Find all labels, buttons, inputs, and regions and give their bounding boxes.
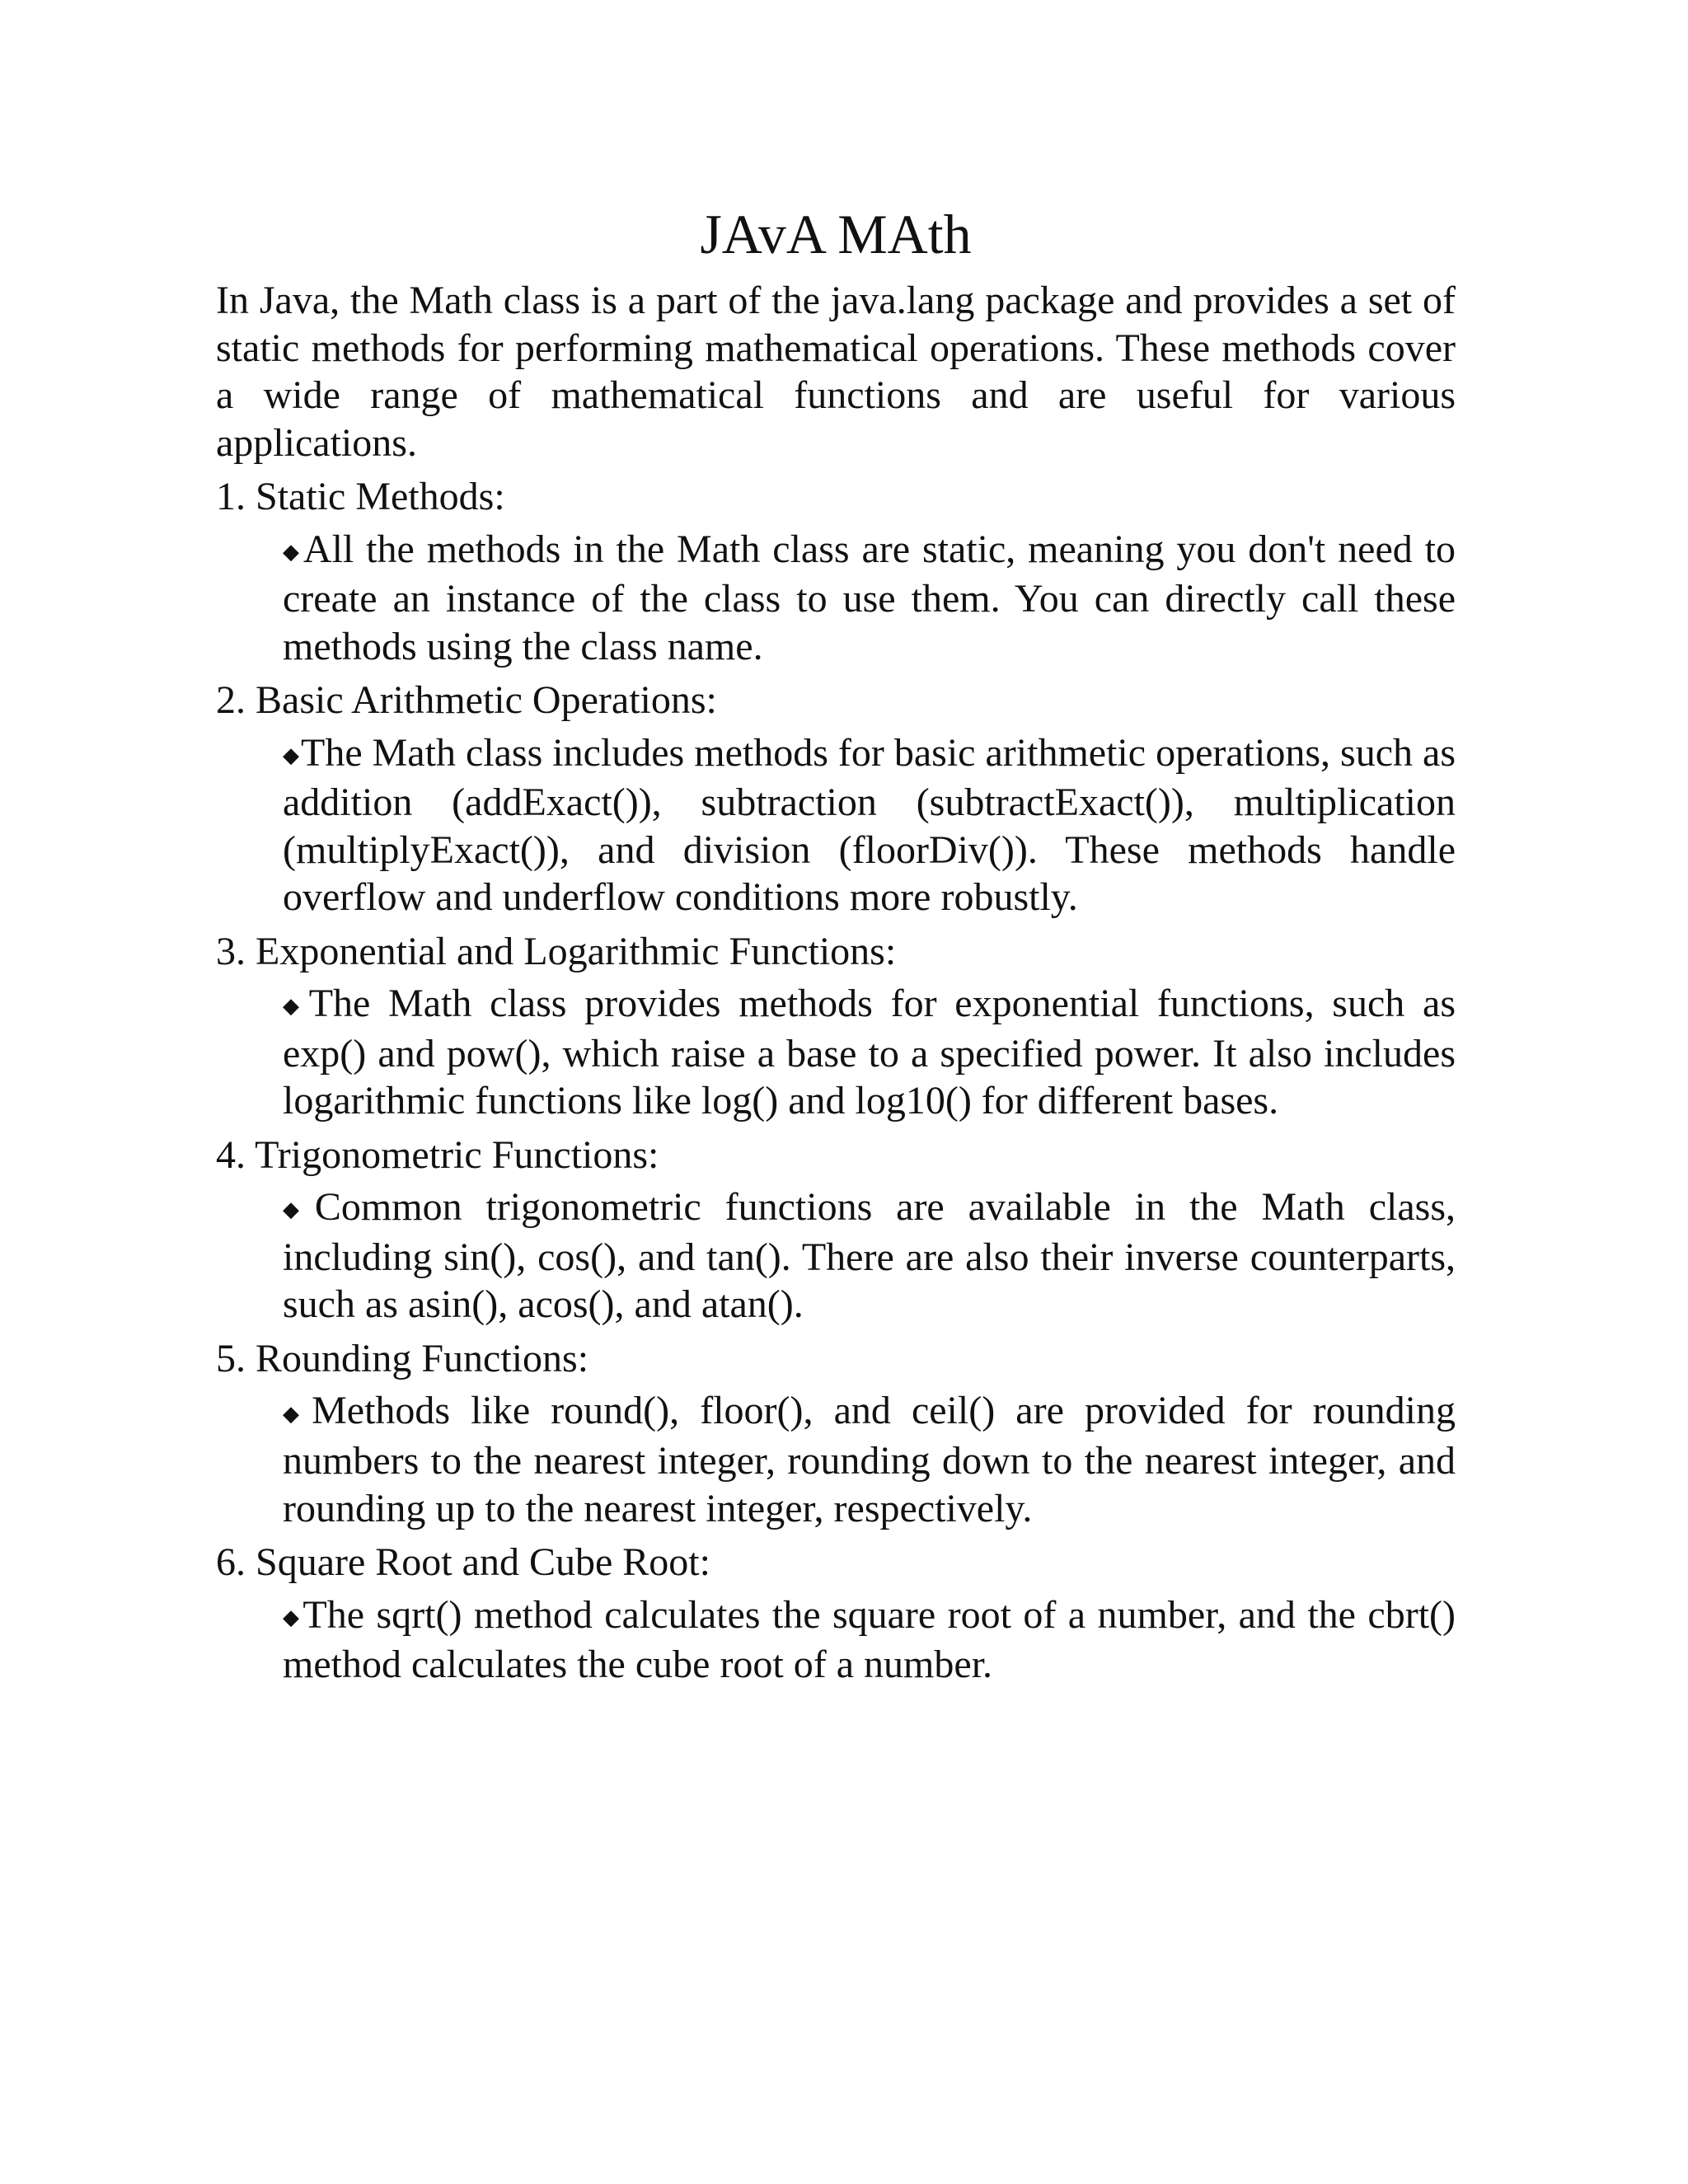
bullet-text: Methods like round(), floor(), and ceil() are provided for rounding numbers to the nearest integer, rounding down to the nearest integer, and rounding up to the nearest integer, respectively. <box>283 1389 1456 1530</box>
list-item <box>216 677 1456 921</box>
diamond-bullet-icon: ◆ <box>283 1401 311 1426</box>
item-number: 1. <box>216 475 246 518</box>
list-item <box>216 1335 1456 1532</box>
item-heading <box>216 677 1456 724</box>
list-item <box>216 1539 1456 1689</box>
bullet-text: The Math class includes methods for basic arithmetic operations, such as addition (addExact()), subtraction (subtractExact()), multiplication (multiplyExact()), and division (floorDiv()). These methods handle overflow and underflow conditions more robustly. <box>283 730 1456 920</box>
bullet-paragraph <box>283 1183 1456 1329</box>
diamond-bullet-icon: ◆ <box>283 994 307 1019</box>
bullet-text: The sqrt() method calculates the square root of a number, and the cbrt() method calculates the cube root of a number. <box>283 1592 1456 1687</box>
bullet-text: All the methods in the Math class are static, meaning you don't need to create an instance of the class to use them. You can directly call these methods using the class name. <box>283 527 1456 668</box>
item-number: 3. <box>216 929 246 973</box>
item-heading-text: Basic Arithmetic Operations: <box>256 678 717 723</box>
intro-paragraph: In Java, the Math class is a part of the java.lang package and provides a set of static methods for performing mathematical operations. These methods cover a wide range of mathematical functions and are useful for various applications. <box>216 279 1456 465</box>
item-heading-text: Square Root and Cube Root: <box>256 1540 710 1585</box>
bullet-text: Common trigonometric functions are available in the Math class, including sin(), cos(), and tan(). There are also their inverse counterparts, such as asin(), acos(), and atan(). <box>283 1185 1456 1327</box>
diamond-bullet-icon: ◆ <box>283 539 302 564</box>
item-heading-text: Rounding Functions: <box>256 1336 589 1380</box>
bullet-paragraph <box>283 980 1456 1125</box>
bullet-paragraph <box>283 1387 1456 1532</box>
item-heading <box>216 473 1456 521</box>
item-number: 6. <box>216 1540 246 1585</box>
item-number: 5. <box>216 1336 246 1380</box>
bullet-paragraph <box>283 526 1456 671</box>
document-title: JAvA MAth <box>700 203 972 265</box>
bullet-text: The Math class provides methods for exponential functions, such as exp() and pow(), which raise a base to a specified power. It also includes logarithmic functions like log() and log10() for different bases. <box>283 982 1456 1123</box>
item-heading <box>216 1132 1456 1179</box>
list-item <box>216 928 1456 1125</box>
item-number: 4. <box>216 1132 246 1177</box>
bullet-paragraph <box>283 1591 1456 1689</box>
list-item <box>216 473 1456 670</box>
diamond-bullet-icon: ◆ <box>283 743 299 767</box>
list-item <box>216 1132 1456 1329</box>
item-heading-text: Trigonometric Functions: <box>255 1132 659 1177</box>
item-heading-text: Static Methods: <box>256 475 505 518</box>
document-page <box>216 203 1456 1689</box>
bullet-paragraph <box>283 729 1456 921</box>
item-heading <box>216 1335 1456 1383</box>
item-heading <box>216 1539 1456 1586</box>
item-number: 2. <box>216 678 246 723</box>
diamond-bullet-icon: ◆ <box>283 1605 302 1629</box>
item-heading-text: Exponential and Logarithmic Functions: <box>256 929 897 973</box>
diamond-bullet-icon: ◆ <box>283 1197 313 1222</box>
item-heading <box>216 928 1456 976</box>
